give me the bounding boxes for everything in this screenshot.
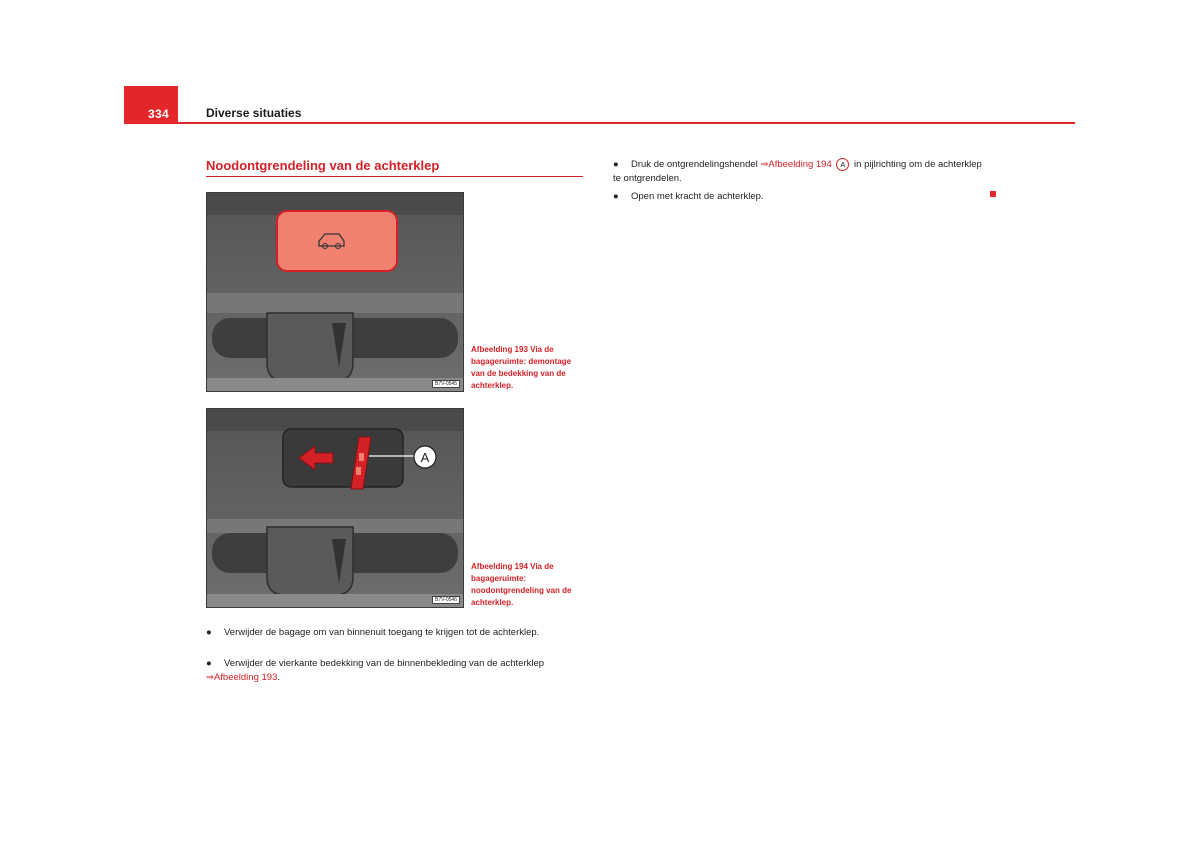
bullet-icon: ●	[613, 191, 619, 202]
bullet-text: Druk de ontgrendelingshendel	[631, 159, 758, 170]
bullet-item	[206, 657, 578, 685]
bullet-item	[613, 190, 983, 204]
figure-caption: Afbeelding 193 Via de bagageruimte: demontage van de bedekking van de achterklep.	[471, 345, 572, 390]
figure-193	[206, 192, 464, 392]
release-lever-illustration	[207, 409, 463, 607]
bullet-text-end: .	[277, 672, 280, 683]
bullet-text: Verwijder de vierkante bedekking van de binnenbekleding van de achterklep	[224, 658, 545, 669]
callout-a-icon: A	[836, 158, 849, 171]
figure-194	[206, 408, 464, 608]
figure-code: B7V-0546	[432, 596, 460, 604]
figure-reference-link[interactable]: ⇒Afbeelding 194	[760, 159, 832, 170]
bullet-icon: ●	[206, 627, 212, 638]
bullet-text: Open met kracht de achterklep.	[631, 191, 764, 202]
figure-caption: Afbeelding 194 Via de bagageruimte: noodontgrendeling van de achterklep.	[471, 562, 572, 607]
figure-reference-link[interactable]: ⇒Afbeelding 193	[206, 672, 278, 683]
section-title: Noodontgrendeling van de achterklep	[206, 158, 440, 173]
bullet-icon: ●	[206, 658, 212, 669]
running-header: Diverse situaties	[206, 106, 302, 120]
cover-panel	[277, 211, 397, 271]
header-rule	[124, 122, 1075, 124]
bullet-item	[613, 158, 983, 186]
tailgate-cover-illustration	[207, 193, 463, 391]
section-end-mark	[990, 191, 996, 197]
bullet-text-end: in pijlrichting om de achterklep te ontgrendelen.	[613, 159, 982, 184]
figure-code: B7V-0545	[432, 380, 460, 388]
bullet-text: Verwijder de bagage om van binnenuit toegang te krijgen tot de achterklep.	[224, 627, 540, 638]
bullet-icon: ●	[613, 159, 619, 170]
bullet-item	[206, 626, 578, 640]
section-rule	[206, 176, 583, 177]
callout-label: A	[420, 450, 430, 465]
page-number: 334	[148, 107, 169, 121]
